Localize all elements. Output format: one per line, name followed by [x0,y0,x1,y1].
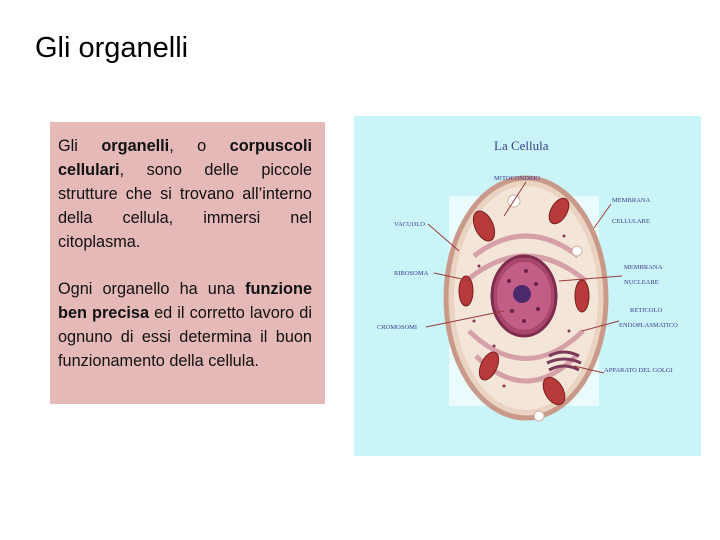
label-membrana-cellulare-2: CELLULARE [612,218,650,225]
intro-text-1: Gli [58,137,102,155]
paragraph-function [58,277,312,373]
slide-title: Gli organelli [35,32,189,64]
intro-text-3: , sono delle piccole strutture che si trovano all’interno della cellula, immersi nel citoplasma. [58,161,312,251]
label-vacuolo: VACUOLO [394,221,425,228]
intro-text-2: , o [169,137,230,155]
cell-illustration [354,116,701,456]
label-cromosomi: CROMOSOMI [377,324,418,331]
label-membrana-nucleare-2: NUCLEARE [624,279,659,286]
label-membrana-nucleare-1: MEMBRANA [624,264,663,271]
paragraph-intro [58,134,312,254]
term-funzione: funzione ben precisa [58,280,312,322]
cell-diagram [354,116,701,456]
function-text-1: Ogni organello ha una [58,280,246,298]
label-endoplasmatico: ENDOPLASMATICO [619,322,678,329]
function-text-2: ed il corretto lavoro di ognuno di essi determina il buon funzionamento della cellula. [58,304,312,370]
term-organelli: organelli [101,137,170,155]
nucleolus [513,285,531,303]
figure-title: La Cellula [494,138,549,153]
text-box [50,122,325,404]
label-mitocondrio: MITOCONDRIO [494,175,541,182]
label-reticolo: RETICOLO [630,307,663,314]
label-membrana-cellulare-1: MEMBRANA [612,197,651,204]
label-apparato-golgi: APPARATO DEL GOLGI [604,367,673,374]
term-corpuscoli: corpuscoli cellulari [58,137,312,179]
label-ribosoma: RIBOSOMA [394,270,429,277]
